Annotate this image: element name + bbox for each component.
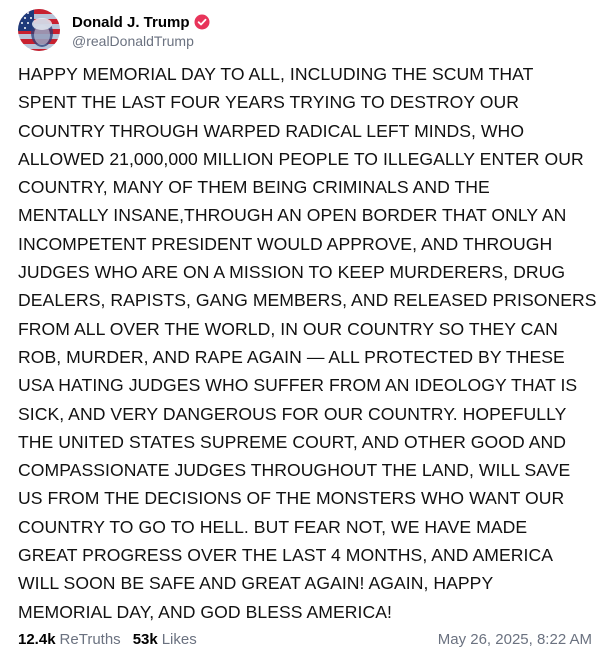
retruths-count: 12.4k — [18, 630, 56, 648]
flag-portrait-avatar-icon — [18, 9, 60, 51]
retruths-label: ReTruths — [59, 630, 121, 648]
post-line: WILL SOON BE SAFE AND GREAT AGAIN! AGAIN, HAPPY — [18, 573, 494, 594]
avatar[interactable] — [18, 9, 60, 51]
likes-stat[interactable] — [133, 631, 197, 648]
post-footer — [18, 627, 592, 651]
post-timestamp[interactable]: May 26, 2025, 8:22 AM — [437, 630, 592, 648]
post-line: MEMORIAL DAY, AND GOD BLESS AMERICA! — [18, 601, 392, 622]
retruths-stat[interactable] — [18, 631, 121, 648]
post-line: USA HATING JUDGES WHO SUFFER FROM AN IDEOLOGY THAT IS — [18, 375, 578, 396]
post-line: SICK, AND VERY DANGEROUS FOR OUR COUNTRY. HOPEFULLY — [18, 403, 567, 424]
post-line: US FROM THE DECISIONS OF THE MONSTERS WHO WANT OUR — [18, 488, 565, 509]
post-line: SPENT THE LAST FOUR YEARS TRYING TO DESTROY OUR — [18, 92, 519, 113]
post-line: JUDGES WHO ARE ON A MISSION TO KEEP MURDERERS, DRUG — [18, 262, 566, 283]
post-line: MENTALLY INSANE,THROUGH AN OPEN BORDER THAT ONLY AN — [18, 205, 567, 226]
post-line: INCOMPETENT PRESIDENT WOULD APPROVE, AND THROUGH — [18, 233, 553, 254]
post-line: FROM ALL OVER THE WORLD, IN OUR COUNTRY SO THEY CAN — [18, 318, 558, 339]
author-display-name[interactable]: Donald J. Trump — [72, 13, 190, 31]
post-line: ALLOWED 21,000,000 MILLION PEOPLE TO ILLEGALLY ENTER OUR — [18, 148, 584, 169]
likes-count: 53k — [132, 630, 158, 648]
post-line: ROB, MURDER, AND RAPE AGAIN — ALL PROTECTED BY THESE — [18, 346, 565, 367]
verified-badge-icon — [194, 14, 210, 30]
likes-label: Likes — [161, 630, 197, 648]
post-line: THE UNITED STATES SUPREME COURT, AND OTHER GOOD AND — [18, 431, 567, 452]
post-line: COMPASSIONATE JUDGES THROUGHOUT THE LAND, WILL SAVE — [18, 460, 571, 481]
post-line: GREAT PROGRESS OVER THE LAST 4 MONTHS, AND AMERICA — [18, 545, 553, 566]
post-line: HAPPY MEMORIAL DAY TO ALL, INCLUDING THE SCUM THAT — [18, 64, 534, 84]
post-body — [18, 60, 600, 626]
post-line: DEALERS, RAPISTS, GANG MEMBERS, AND RELEASED PRISONERS — [18, 290, 597, 311]
engagement-stats — [18, 631, 197, 648]
post-line: COUNTRY, MANY OF THEM BEING CRIMINALS AND THE — [18, 177, 490, 198]
post-header — [18, 8, 210, 52]
author-info — [72, 11, 210, 49]
post-line: COUNTRY TO GO TO HELL. BUT FEAR NOT, WE HAVE MADE — [18, 516, 528, 537]
post-line: COUNTRY THROUGH WARPED RADICAL LEFT MINDS, WHO — [18, 120, 525, 141]
name-row — [72, 11, 210, 33]
author-handle[interactable]: @realDonaldTrump — [72, 33, 194, 49]
